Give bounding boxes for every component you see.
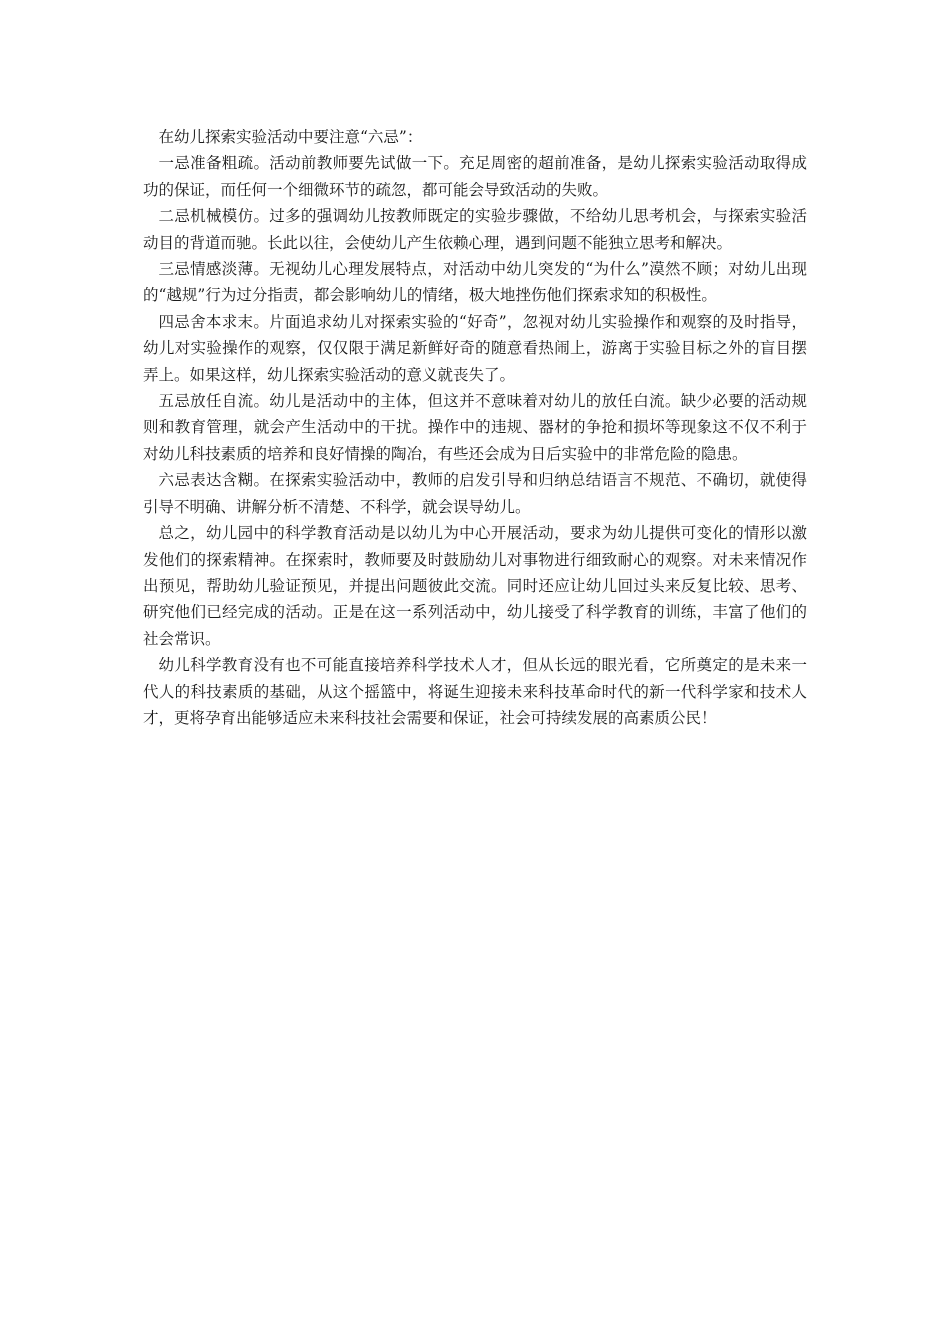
taboo-1-paragraph: 一忌准备粗疏。活动前教师要先试做一下。充足周密的超前准备，是幼儿探索实验活动取得成功的保证，而任何一个细微环节的疏忽，都可能会导致活动的失败。 xyxy=(143,154,807,199)
taboo-3-paragraph: 三忌情感淡薄。无视幼儿心理发展特点，对活动中幼儿突发的“为什么”漠然不顾；对幼儿出现的“越规”行为过分指责，都会影响幼儿的情绪，极大地挫伤他们探索求知的积极性。 xyxy=(143,260,807,305)
summary-paragraph: 总之，幼儿园中的科学教育活动是以幼儿为中心开展活动，要求为幼儿提供可变化的情形以激发他们的探索精神。在探索时，教师要及时鼓励幼儿对事物进行细致耐心的观察。对未来情况作出预见，帮助幼儿验证预见，并提出问题彼此交流。同时还应让幼儿回过头来反复比较、思考、研究他们已经完成的活动。正是在这一系列活动中，幼儿接受了科学教育的训练，丰富了他们的社会常识。 xyxy=(143,524,807,648)
taboo-5-paragraph: 五忌放任自流。幼儿是活动中的主体，但这并不意味着对幼儿的放任白流。缺少必要的活动规则和教育管理，就会产生活动中的干扰。操作中的违规、器材的争抢和损坏等现象这不仅不利于对幼儿科技素质的培养和良好情操的陶冶，有些还会成为日后实验中的非常危险的隐患。 xyxy=(143,392,807,463)
taboo-4-paragraph: 四忌舍本求末。片面追求幼儿对探索实验的“好奇”，忽视对幼儿实验操作和观察的及时指导，幼儿对实验操作的观察，仅仅限于满足新鲜好奇的随意看热闹上，游离于实验目标之外的盲目摆弄上。如果这样，幼儿探索实验活动的意义就丧失了。 xyxy=(143,312,807,384)
document-body xyxy=(143,124,807,731)
intro-paragraph: 在幼儿探索实验活动中要注意“六忌”： xyxy=(158,128,423,146)
conclusion-paragraph: 幼儿科学教育没有也不可能直接培养科学技术人才，但从长远的眼光看，它所奠定的是未来一代人的科技素质的基础，从这个摇篮中，将诞生迎接未来科技革命时代的新一代科学家和技术人才，更将孕育出能够适应未来科技社会需要和保证，社会可持续发展的高素质公民！ xyxy=(143,656,807,727)
taboo-2-paragraph: 二忌机械模仿。过多的强调幼儿按教师既定的实验步骤做，不给幼儿思考机会，与探索实验活动目的背道而驰。长此以往，会使幼儿产生依赖心理，遇到问题不能独立思考和解决。 xyxy=(143,207,807,252)
taboo-6-paragraph: 六忌表达含糊。在探索实验活动中，教师的启发引导和归纳总结语言不规范、不确切，就使得引导不明确、讲解分析不清楚、不科学，就会误导幼儿。 xyxy=(143,471,807,516)
